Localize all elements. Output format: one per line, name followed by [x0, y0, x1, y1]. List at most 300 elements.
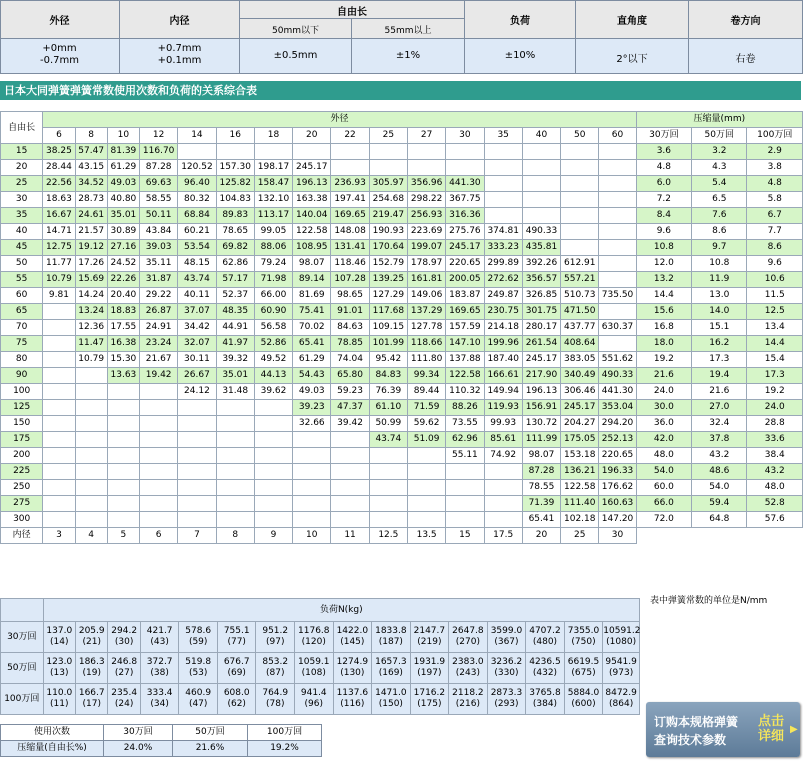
spring-constant-cell: [561, 208, 599, 224]
spec-value-free-50: ±0.5mm: [273, 50, 318, 61]
spring-constant-cell: 43.15: [75, 160, 107, 176]
spring-constant-cell: 60.90: [254, 304, 292, 320]
spring-constant-cell: 261.54: [522, 336, 560, 352]
spring-constant-cell: 236.93: [331, 176, 369, 192]
spring-constant-cell: 551.62: [599, 352, 636, 368]
spring-constant-cell: 91.01: [331, 304, 369, 320]
load-newton: 578.6: [185, 626, 212, 636]
spring-constant-cell: 214.18: [484, 320, 522, 336]
spring-constant-cell: 157.59: [446, 320, 484, 336]
load-kg: (150): [378, 699, 403, 709]
load-newton: 235.4: [111, 688, 138, 698]
load-cell: [372, 622, 411, 653]
spring-constant-cell: [140, 480, 178, 496]
spring-constant-cell: [107, 400, 139, 416]
arrow-right-icon: ▶: [790, 724, 798, 735]
banner-line-2: 查询技术参数: [654, 733, 727, 747]
spring-constant-cell: [407, 464, 445, 480]
load-cell: [295, 653, 334, 684]
load-newton: 2118.2: [452, 688, 484, 698]
compression-value: 12.5: [747, 304, 803, 320]
spring-constant-cell: 26.87: [140, 304, 178, 320]
spring-constant-cell: 111.80: [407, 352, 445, 368]
spring-constant-cell: 31.87: [140, 272, 178, 288]
spring-constant-cell: [75, 400, 107, 416]
compression-value: 60.0: [636, 480, 691, 496]
spring-constant-cell: 220.65: [446, 256, 484, 272]
spring-constant-cell: 119.93: [484, 400, 522, 416]
compression-value: 4.8: [747, 176, 803, 192]
spring-constant-cell: [107, 448, 139, 464]
spring-constant-cell: [522, 192, 560, 208]
load-kg: (130): [340, 668, 365, 678]
spec-header-outer: 外径: [49, 16, 70, 27]
free-length-value: 100: [1, 384, 43, 400]
spring-constant-cell: [446, 160, 484, 176]
load-newton: 1931.9: [413, 657, 446, 667]
table-row: [1, 384, 803, 400]
spring-constant-cell: 95.42: [369, 352, 407, 368]
spring-constant-cell: 61.29: [293, 352, 331, 368]
spring-constant-cell: 79.24: [254, 256, 292, 272]
load-newton: 755.1: [223, 626, 250, 636]
spring-constant-cell: 137.88: [446, 352, 484, 368]
spring-constant-cell: 18.63: [43, 192, 75, 208]
section-title: 日本大同弹簧弹簧常数使用次数和负荷的关系综合表: [0, 81, 801, 100]
table-row: [1, 496, 803, 512]
load-cell: [43, 684, 75, 715]
load-cell: [217, 622, 256, 653]
spring-constant-cell: [293, 512, 331, 528]
spring-constant-cell: [140, 432, 178, 448]
compression-value: 5.8: [747, 192, 803, 208]
spring-constant-cell: 98.07: [293, 256, 331, 272]
compression-value: 3.6: [636, 144, 691, 160]
table-row: [1, 480, 803, 496]
inner-diameter-value: 3: [43, 528, 75, 544]
load-newton: 608.0: [223, 688, 250, 698]
spring-constant-cell: 219.47: [369, 208, 407, 224]
load-newton: 676.7: [223, 657, 250, 667]
load-newton: 1059.1: [298, 657, 330, 667]
spring-constant-cell: 367.75: [446, 192, 484, 208]
spring-constant-cell: [254, 432, 292, 448]
unit-note: 表中弹簧常数的单位是N/mm: [650, 596, 768, 606]
load-newton: 166.7: [78, 688, 105, 698]
load-kg: (108): [301, 668, 326, 678]
spring-constant-cell: 169.65: [446, 304, 484, 320]
load-newton: 3236.2: [490, 657, 523, 667]
load-cell: [333, 684, 372, 715]
spring-constant-cell: [140, 448, 178, 464]
load-cell: [256, 653, 295, 684]
load-cell: [487, 684, 526, 715]
spring-constant-cell: [107, 480, 139, 496]
spring-constant-cell: [43, 432, 75, 448]
spring-constant-cell: 65.41: [522, 512, 560, 528]
spring-constant-cell: 10.79: [43, 272, 75, 288]
spring-constant-cell: [43, 368, 75, 384]
compression-value: 11.5: [747, 288, 803, 304]
spring-constant-cell: [293, 448, 331, 464]
load-cell: [410, 653, 449, 684]
spring-constant-cell: [599, 192, 636, 208]
spec-value-load: ±10%: [504, 50, 536, 61]
spring-constant-cell: 35.11: [140, 256, 178, 272]
spring-constant-cell: 130.72: [522, 416, 560, 432]
spring-constant-cell: 65.41: [293, 336, 331, 352]
load-cell: [487, 653, 526, 684]
compression-value: 10.8: [636, 240, 691, 256]
spring-constant-cell: 299.89: [484, 256, 522, 272]
spec-value-free-55: ±1%: [395, 50, 421, 61]
compression-value: 15.1: [692, 320, 747, 336]
load-kg: (384): [532, 699, 558, 709]
inner-diameter-value: 25: [561, 528, 599, 544]
spring-constant-cell: 120.52: [178, 160, 216, 176]
spring-constant-cell: 21.57: [75, 224, 107, 240]
spring-constant-cell: [140, 496, 178, 512]
spring-constant-cell: [446, 144, 484, 160]
compression-value: 5.4: [692, 176, 747, 192]
compression-value: 28.8: [747, 416, 803, 432]
spec-value-squareness: 2°以下: [616, 54, 648, 65]
spring-constant-cell: [140, 400, 178, 416]
load-kg: (145): [340, 637, 365, 647]
load-kg: (1080): [606, 637, 637, 647]
spring-constant-cell: 75.41: [293, 304, 331, 320]
load-newton: 941.4: [300, 688, 327, 698]
spring-constant-cell: [216, 432, 254, 448]
spring-constant-cell: 29.22: [140, 288, 178, 304]
outer-diameter-value: 10: [107, 128, 139, 144]
spring-constant-cell: 17.26: [75, 256, 107, 272]
spring-constant-cell: 49.03: [107, 176, 139, 192]
load-newton: 372.7: [146, 657, 173, 667]
compression-value: 7.2: [636, 192, 691, 208]
spring-constant-cell: 76.39: [369, 384, 407, 400]
spring-constant-cell: [254, 416, 292, 432]
spring-constant-cell: 61.10: [369, 400, 407, 416]
compression-value: 2.9: [747, 144, 803, 160]
spring-constant-cell: 99.93: [484, 416, 522, 432]
spring-constant-cell: [254, 496, 292, 512]
free-length-value: 50: [1, 256, 43, 272]
load-kg: (62): [227, 699, 246, 709]
compression-value: 64.8: [692, 512, 747, 528]
spring-constant-cell: 139.25: [369, 272, 407, 288]
compression-value: 17.3: [747, 368, 803, 384]
load-cell: [295, 684, 334, 715]
spring-constant-cell: [216, 400, 254, 416]
spring-constant-cell: 62.96: [446, 432, 484, 448]
spring-constant-cell: 196.13: [522, 384, 560, 400]
usage-50: 50万回: [173, 725, 248, 741]
spring-constant-cell: [178, 512, 216, 528]
spring-constant-cell: [178, 464, 216, 480]
compression-value: 4.3: [692, 160, 747, 176]
load-kg: (330): [494, 668, 519, 678]
compression-value: 8.6: [692, 224, 747, 240]
table-row: [1, 336, 803, 352]
spring-constant-cell: 12.75: [43, 240, 75, 256]
inner-diameter-value: 6: [140, 528, 178, 544]
order-banner-button[interactable]: [646, 702, 800, 757]
outer-diameter-value: 14: [178, 128, 216, 144]
compression-value: 7.7: [747, 224, 803, 240]
outer-diameter-value: 50: [561, 128, 599, 144]
spring-constant-cell: 88.06: [254, 240, 292, 256]
spring-constant-cell: 187.40: [484, 352, 522, 368]
load-newton: 110.0: [46, 688, 73, 698]
spring-constant-cell: 87.28: [522, 464, 560, 480]
free-length-value: 125: [1, 400, 43, 416]
spec-sub-50: 50mm以下: [272, 26, 319, 36]
free-length-value: 225: [1, 464, 43, 480]
spring-constant-cell: [484, 480, 522, 496]
spring-constant-cell: 52.86: [254, 336, 292, 352]
spring-constant-cell: [107, 512, 139, 528]
spring-constant-cell: [561, 144, 599, 160]
load-newton: 1833.8: [375, 626, 407, 636]
free-length-value: 90: [1, 368, 43, 384]
spring-constant-cell: 340.49: [561, 368, 599, 384]
spring-constant-cell: 81.69: [293, 288, 331, 304]
spring-constant-cell: 21.67: [140, 352, 178, 368]
outer-diameter-value: 25: [369, 128, 407, 144]
spring-constant-cell: 43.74: [178, 272, 216, 288]
compression-value: 42.0: [636, 432, 691, 448]
spring-constant-cell: 26.67: [178, 368, 216, 384]
spring-constant-cell: 39.23: [293, 400, 331, 416]
load-cell: [603, 684, 640, 715]
spring-constant-cell: [331, 480, 369, 496]
load-kg: (169): [378, 668, 403, 678]
free-length-header: 自由长: [1, 112, 43, 144]
spring-constant-cell: [331, 432, 369, 448]
spring-constant-cell: 39.03: [140, 240, 178, 256]
spring-constant-cell: [331, 512, 369, 528]
spring-constant-cell: 51.09: [407, 432, 445, 448]
table-row: [1, 448, 803, 464]
spring-constant-cell: 132.10: [254, 192, 292, 208]
spring-constant-cell: [293, 480, 331, 496]
compression-cycle-header: 100万回: [747, 128, 803, 144]
spring-constant-cell: 490.33: [522, 224, 560, 240]
spring-constant-cell: [178, 416, 216, 432]
outer-diameter-value: 35: [484, 128, 522, 144]
spring-constant-cell: [522, 176, 560, 192]
compression-value: 52.8: [747, 496, 803, 512]
spring-constant-cell: 170.64: [369, 240, 407, 256]
spring-constant-cell: 11.47: [75, 336, 107, 352]
compression-value: 24.0: [636, 384, 691, 400]
load-newton: 951.2: [262, 626, 289, 636]
table-row: [1, 272, 803, 288]
spring-constant-cell: 84.63: [331, 320, 369, 336]
table-row: [1, 288, 803, 304]
usage-label: 使用次数: [1, 725, 104, 741]
spring-constant-cell: 104.83: [216, 192, 254, 208]
table-row: [1, 304, 803, 320]
blank-cell: [636, 528, 802, 544]
load-newton: 3599.0: [490, 626, 523, 636]
compression-value: 48.0: [747, 480, 803, 496]
table-row: [1, 160, 803, 176]
spring-constant-cell: [293, 496, 331, 512]
inner-diameter-value: 9: [254, 528, 292, 544]
spring-constant-cell: 73.55: [446, 416, 484, 432]
load-newton: 1657.3: [375, 657, 407, 667]
spring-constant-cell: [369, 496, 407, 512]
compression-value: 3.8: [747, 160, 803, 176]
load-newton: 5884.0: [567, 688, 600, 698]
spring-constant-cell: 383.05: [561, 352, 599, 368]
load-cell: [76, 653, 108, 684]
load-cell: [295, 622, 334, 653]
banner-cta[interactable]: 点击详细: [758, 714, 785, 744]
table-row: [1, 176, 803, 192]
table-row: [1, 144, 803, 160]
spring-constant-cell: 28.73: [75, 192, 107, 208]
spring-constant-cell: 272.62: [484, 272, 522, 288]
spring-constant-cell: [561, 160, 599, 176]
spring-constant-cell: 50.99: [369, 416, 407, 432]
spring-constant-cell: 22.26: [107, 272, 139, 288]
spring-constant-cell: [178, 400, 216, 416]
spring-constant-cell: 19.42: [140, 368, 178, 384]
load-cell: [487, 622, 526, 653]
load-table: [0, 598, 640, 715]
spring-constant-cell: 102.18: [561, 512, 599, 528]
spring-constant-cell: 111.99: [522, 432, 560, 448]
compression-value: 13.0: [692, 288, 747, 304]
inner-diameter-value: 7: [178, 528, 216, 544]
outer-diameter-value: 30: [446, 128, 484, 144]
load-newton: 421.7: [146, 626, 173, 636]
outer-diameter-value: 8: [75, 128, 107, 144]
spring-constant-cell: 53.54: [178, 240, 216, 256]
load-kg: (675): [571, 668, 596, 678]
banner-line-1: 订购本规格弹簧: [654, 715, 739, 729]
spring-constant-cell: 98.07: [522, 448, 560, 464]
spring-constant-cell: 305.97: [369, 176, 407, 192]
spring-constant-cell: [407, 480, 445, 496]
compression-value: 14.4: [636, 288, 691, 304]
spring-constant-cell: 197.41: [331, 192, 369, 208]
compression-value: 18.0: [636, 336, 691, 352]
table-row: [1, 400, 803, 416]
compression-cycle-header: 50万回: [692, 128, 747, 144]
spring-constant-cell: 32.66: [293, 416, 331, 432]
spec-value-outer: +0mm -0.7mm: [40, 43, 79, 66]
spring-constant-cell: [43, 512, 75, 528]
spring-constant-cell: 89.14: [293, 272, 331, 288]
spring-constant-cell: 27.16: [107, 240, 139, 256]
spring-constant-cell: 88.26: [446, 400, 484, 416]
table-row: [1, 368, 803, 384]
load-newton: 294.2: [111, 626, 138, 636]
free-length-value: 80: [1, 352, 43, 368]
load-cell: [43, 653, 75, 684]
spring-constant-cell: 98.65: [331, 288, 369, 304]
spring-constant-cell: 735.50: [599, 288, 636, 304]
load-kg: (97): [266, 637, 285, 647]
outer-diameter-value: 40: [522, 128, 560, 144]
spring-constant-cell: 49.03: [293, 384, 331, 400]
spring-constant-cell: 24.91: [140, 320, 178, 336]
spring-constant-cell: [75, 368, 107, 384]
load-cell: [76, 684, 108, 715]
compression-value: 30.0: [636, 400, 691, 416]
spring-constant-cell: [43, 352, 75, 368]
spring-constant-table: [0, 111, 803, 544]
spring-constant-cell: [561, 176, 599, 192]
load-kg: (243): [455, 668, 480, 678]
spring-constant-cell: [369, 160, 407, 176]
spring-constant-cell: [407, 160, 445, 176]
spring-constant-cell: 158.47: [254, 176, 292, 192]
outer-diameter-value: 20: [293, 128, 331, 144]
load-cell: [564, 684, 603, 715]
spring-constant-cell: 44.13: [254, 368, 292, 384]
load-kg: (69): [227, 668, 246, 678]
load-cell: [526, 653, 565, 684]
spring-constant-cell: 54.43: [293, 368, 331, 384]
spring-constant-cell: 34.42: [178, 320, 216, 336]
spring-constant-cell: 17.55: [107, 320, 139, 336]
table-row: [1, 192, 803, 208]
compression-value: 4.8: [636, 160, 691, 176]
load-kg: (175): [417, 699, 442, 709]
compression-value: 16.8: [636, 320, 691, 336]
spring-constant-cell: [75, 480, 107, 496]
spring-constant-cell: 127.78: [407, 320, 445, 336]
free-length-value: 175: [1, 432, 43, 448]
compression-value: 8.4: [636, 208, 691, 224]
compression-value: 43.2: [692, 448, 747, 464]
compression-value: 15.4: [747, 352, 803, 368]
load-kg: (87): [266, 668, 285, 678]
spring-constant-cell: 204.27: [561, 416, 599, 432]
compression-value: 57.6: [747, 512, 803, 528]
spring-constant-cell: [446, 512, 484, 528]
spring-constant-cell: 183.87: [446, 288, 484, 304]
spring-constant-cell: 249.87: [484, 288, 522, 304]
load-cell: [108, 653, 140, 684]
spring-constant-cell: 199.07: [407, 240, 445, 256]
spring-constant-cell: [369, 480, 407, 496]
spring-constant-cell: [140, 384, 178, 400]
load-kg: (219): [417, 637, 442, 647]
spring-constant-cell: [43, 448, 75, 464]
spring-constant-cell: [216, 496, 254, 512]
load-kg: (14): [50, 637, 69, 647]
spring-constant-cell: [75, 384, 107, 400]
spring-constant-cell: [216, 144, 254, 160]
usage-table: [0, 724, 322, 757]
compression-value: 21.6: [636, 368, 691, 384]
spring-constant-cell: 245.17: [446, 240, 484, 256]
compression-value: 38.4: [747, 448, 803, 464]
spring-constant-cell: 87.28: [140, 160, 178, 176]
spring-constant-cell: 30.89: [107, 224, 139, 240]
spring-constant-cell: 99.05: [254, 224, 292, 240]
spring-constant-cell: 78.85: [331, 336, 369, 352]
compression-header: 压缩量(mm): [636, 112, 802, 128]
spring-constant-cell: 37.07: [178, 304, 216, 320]
load-cell: [179, 653, 218, 684]
